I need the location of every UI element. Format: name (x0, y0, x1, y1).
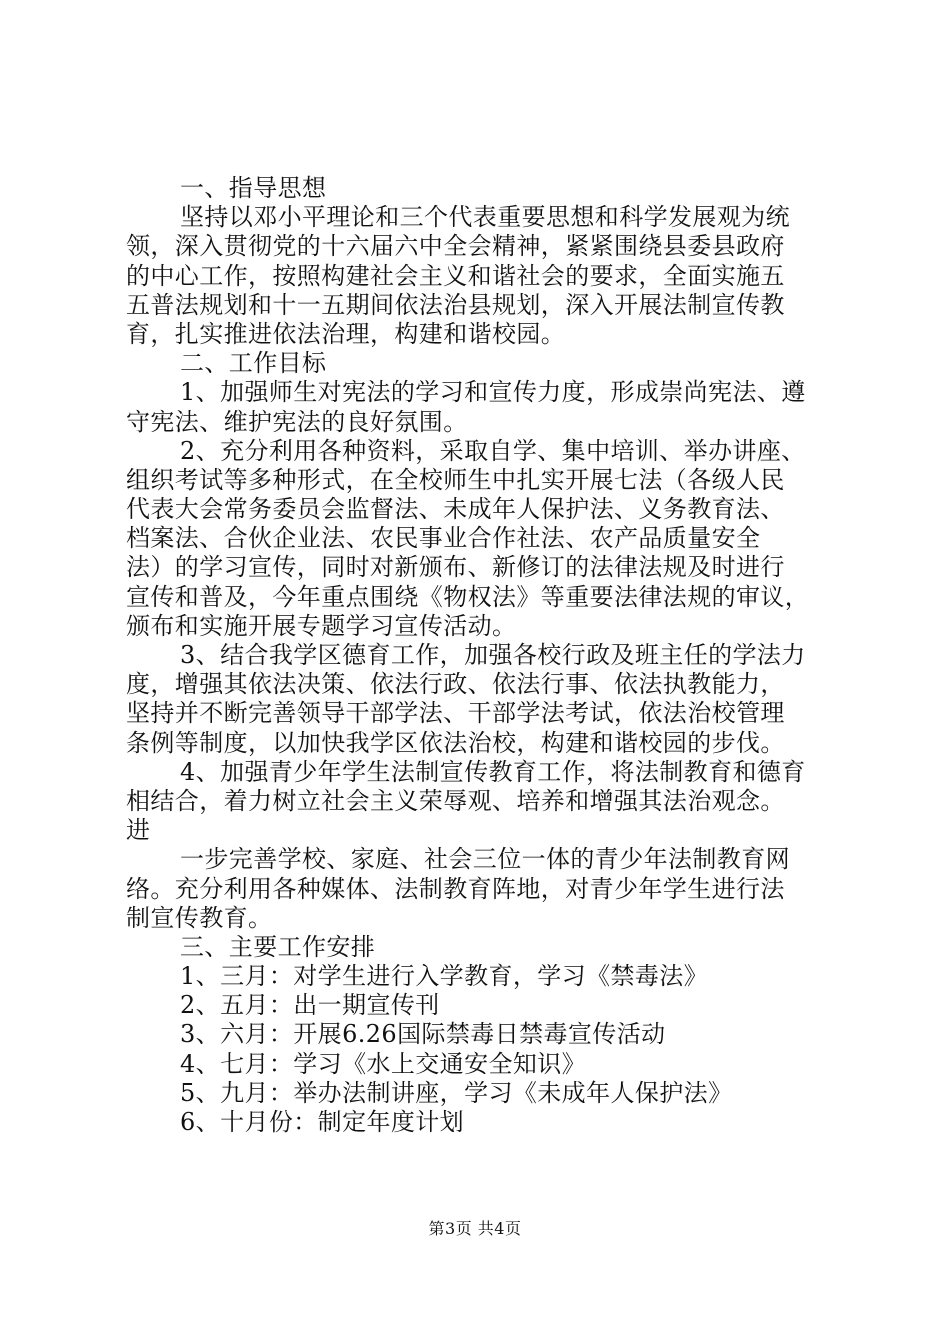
document-body (126, 174, 836, 1137)
text-line: 的中心工作，按照构建社会主义和谐社会的要求，全面实施五 (126, 261, 785, 290)
text-line: 度，增强其依法决策、依法行政、依法行事、依法执教能力， (126, 670, 785, 699)
text-line: 育，扎实推进依法治理，构建和谐校园。 (126, 319, 566, 348)
text-line: 络。充分利用各种媒体、法制教育阵地，对青少年学生进行法 (126, 874, 785, 903)
text-line: 五普法规划和十一五期间依法治县规划，深入开展法制宣传教 (126, 290, 785, 319)
text-line: 相结合，着力树立社会主义荣辱观、培养和增强其法治观念。 (126, 786, 785, 815)
text-line: 二、工作目标 (180, 349, 327, 378)
text-line: 2、充分利用各种资料，采取自学、集中培训、举办讲座、 (180, 436, 806, 465)
text-line: 三、主要工作安排 (180, 932, 376, 961)
text-line: 1、加强师生对宪法的学习和宣传力度，形成崇尚宪法、遵 (180, 378, 806, 407)
text-line: 宣传和普及，今年重点围绕《物权法》等重要法律法规的审议， (126, 582, 810, 611)
text-line: 领，深入贯彻党的十六届六中全会精神，紧紧围绕县委县政府 (126, 232, 785, 261)
text-line: 3、结合我学区德育工作，加强各校行政及班主任的学法力 (180, 641, 806, 669)
text-line: 制宣传教育。 (126, 903, 273, 932)
text-line: 1、三月：对学生进行入学教育，学习《禁毒法》 (180, 962, 709, 991)
page-footer: 第3页 共4页 (428, 1219, 522, 1238)
text-line: 5、九月：举办法制讲座，学习《未成年人保护法》 (180, 1078, 733, 1107)
text-line: 颁布和实施开展专题学习宣传活动。 (126, 611, 517, 640)
text-line: 代表大会常务委员会监督法、未成年人保护法、义务教育法、 (126, 495, 785, 524)
text-line: 4、加强青少年学生法制宣传教育工作，将法制教育和德育 (180, 757, 806, 786)
text-line: 一步完善学校、家庭、社会三位一体的青少年法制教育网 (180, 845, 790, 874)
text-line: 4、七月：学习《水上交通安全知识》 (180, 1049, 587, 1078)
text-line: 守宪法、维护宪法的良好氛围。 (126, 407, 468, 436)
text-line: 3、六月：开展6.26国际禁毒日禁毒宣传活动 (180, 1020, 666, 1049)
text-line: 进 (126, 816, 151, 845)
text-line: 法）的学习宣传，同时对新颁布、新修订的法律法规及时进行 (126, 553, 785, 582)
text-line: 2、五月：出一期宣传刊 (180, 991, 440, 1020)
text-line: 一、指导思想 (180, 174, 327, 202)
text-line: 组织考试等多种形式，在全校师生中扎实开展七法（各级人民 (126, 465, 785, 494)
text-line: 坚持并不断完善领导干部学法、干部学法考试，依法治校管理 (126, 699, 785, 728)
text-line: 6、十月份：制定年度计划 (180, 1108, 465, 1136)
text-line: 档案法、合伙企业法、农民事业合作社法、农产品质量安全 (126, 524, 761, 553)
text-line: 坚持以邓小平理论和三个代表重要思想和科学发展观为统 (180, 203, 790, 232)
text-line: 条例等制度，以加快我学区依法治校，构建和谐校园的步伐。 (126, 728, 785, 757)
